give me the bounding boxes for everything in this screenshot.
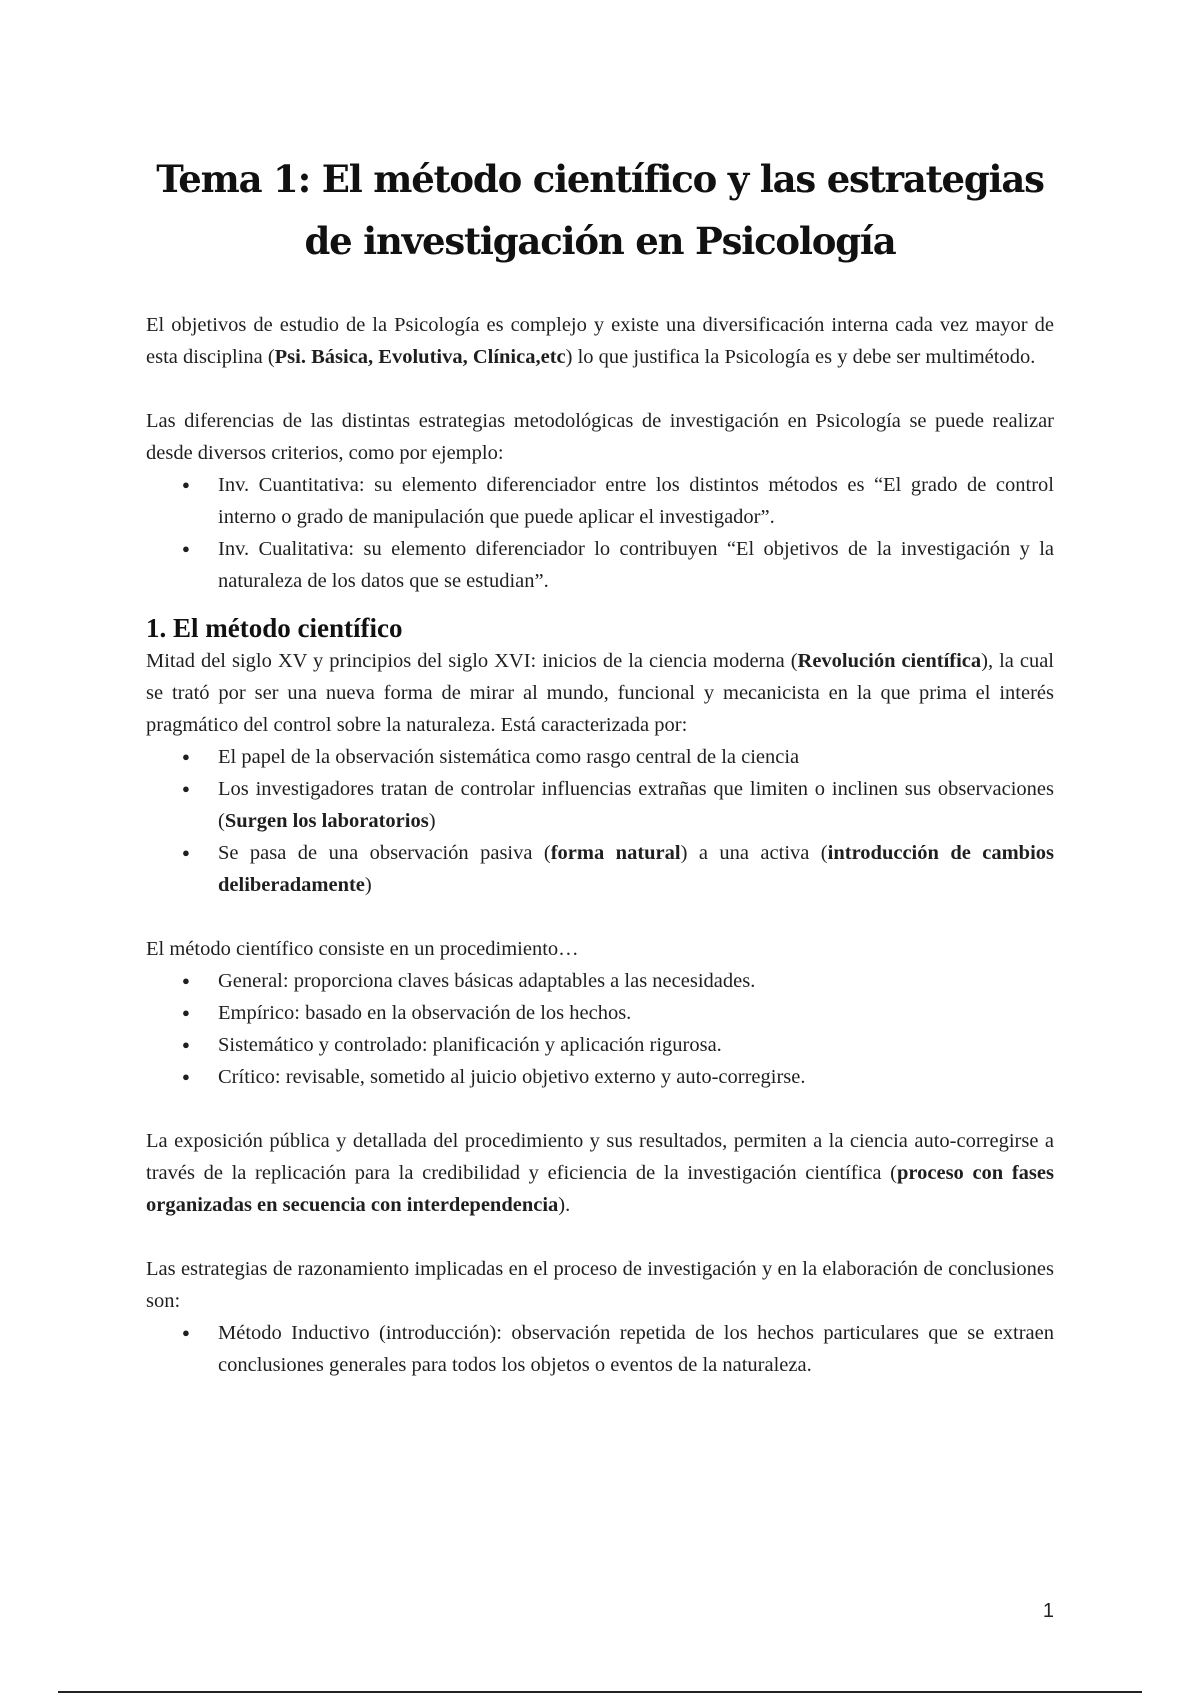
list-item: ● General: proporciona claves básicas adaptables a las necesidades. xyxy=(218,965,1054,997)
bullet3-c: ) xyxy=(364,874,372,896)
bullet2-end: ) xyxy=(428,810,436,832)
spacer xyxy=(146,597,1054,611)
list-item: ● Inv. Cuantitativa: su elemento diferenciador entre los distintos métodos es “El grado de control interno o grado de manipulación que puede aplicar el investigador”. xyxy=(218,469,1054,533)
bullet3-bold2: introducción de cambios deliberadamente xyxy=(218,842,1055,896)
section-paragraph-2: El método científico consiste en un procedimiento… xyxy=(146,938,579,960)
intro-p1-start: El objetivos de estudio de la Psicología es complejo y existe una diversificación interna cada vez mayor de esta disciplina ( xyxy=(146,314,1054,368)
list-item: ● Crítico: revisable, sometido al juicio objetivo externo y auto-corregirse. xyxy=(218,1061,1054,1093)
bullet2-start: Los investigadores tratan de controlar influencias extrañas que limiten o inclinen sus observaciones ( xyxy=(218,778,1054,832)
s1-p1-start: Mitad del siglo XV y principios del siglo XVI: inicios de la ciencia moderna ( xyxy=(146,650,798,672)
intro-bullet-list xyxy=(146,469,1054,597)
procedure-list xyxy=(146,965,1054,1093)
spacer xyxy=(146,1093,1054,1125)
document-body xyxy=(146,309,1054,1381)
intro-p1-end: ) lo que justifica la Psicología es y debe ser multimétodo. xyxy=(565,346,1036,368)
bullet3-bold1: forma natural xyxy=(550,842,681,864)
list-item xyxy=(218,773,1054,837)
footer-divider xyxy=(58,1691,1142,1693)
intro-paragraph-1 xyxy=(146,309,1054,373)
s1-p1-bold: Revolución científica xyxy=(797,650,982,672)
list-item: ● El papel de la observación sistemática como rasgo central de la ciencia xyxy=(218,741,1054,773)
spacer xyxy=(146,901,1054,933)
spacer xyxy=(146,1221,1054,1253)
bullet3-b: ) a una activa ( xyxy=(680,842,828,864)
list-item: ● Método Inductivo (introducción): observación repetida de los hechos particulares que se extraen conclusiones generales para todos los objetos o eventos de la naturaleza. xyxy=(218,1317,1054,1381)
intro-p1-bold: Psi. Básica, Evolutiva, Clínica,etc xyxy=(274,346,566,368)
section-paragraph-4: Las estrategias de razonamiento implicadas en el proceso de investigación y en la elaboración de conclusiones son: xyxy=(146,1258,1054,1312)
spacer xyxy=(146,373,1054,405)
intro-paragraph-2: Las diferencias de las distintas estrategias metodológicas de investigación en Psicología se puede realizar desde diversos criterios, como por ejemplo: xyxy=(146,410,1054,464)
characteristics-list xyxy=(146,741,1054,901)
section-paragraph-3 xyxy=(146,1125,1054,1221)
s1-p3-start: La exposición pública y detallada del procedimiento y sus resultados, permiten a la ciencia auto-corregirse a través de la replicación para la credibilidad y eficiencia de la investigación científica ( xyxy=(146,1130,1054,1184)
reasoning-list xyxy=(146,1317,1054,1381)
bullet2-bold: Surgen los laboratorios xyxy=(224,810,429,832)
list-item xyxy=(218,837,1054,901)
s1-p3-end: ). xyxy=(558,1194,571,1216)
list-item: ● Sistemático y controlado: planificación y aplicación rigurosa. xyxy=(218,1029,1054,1061)
bullet3-a: Se pasa de una observación pasiva ( xyxy=(218,842,551,864)
s1-p3-bold: proceso con fases organizadas en secuencia con interdependencia xyxy=(146,1162,1054,1216)
document-title: Tema 1: El método científico y las estrategias de investigación en Psicología xyxy=(156,157,1044,263)
section-heading: 1. El método científico xyxy=(146,613,403,643)
s1-p1-end: ), la cual se trató por ser una nueva forma de mirar al mundo, funcional y mecanicista en la que prima el interés pragmático del control sobre la naturaleza. Está caracterizada por: xyxy=(146,650,1055,736)
list-item: ● Empírico: basado en la observación de los hechos. xyxy=(218,997,1054,1029)
list-item: ● Inv. Cualitativa: su elemento diferenciador lo contribuyen “El objetivos de la investigación y la naturaleza de los datos que se estudian”. xyxy=(218,533,1054,597)
page-number: 1 xyxy=(1042,1600,1054,1622)
section-paragraph-1 xyxy=(146,645,1054,741)
